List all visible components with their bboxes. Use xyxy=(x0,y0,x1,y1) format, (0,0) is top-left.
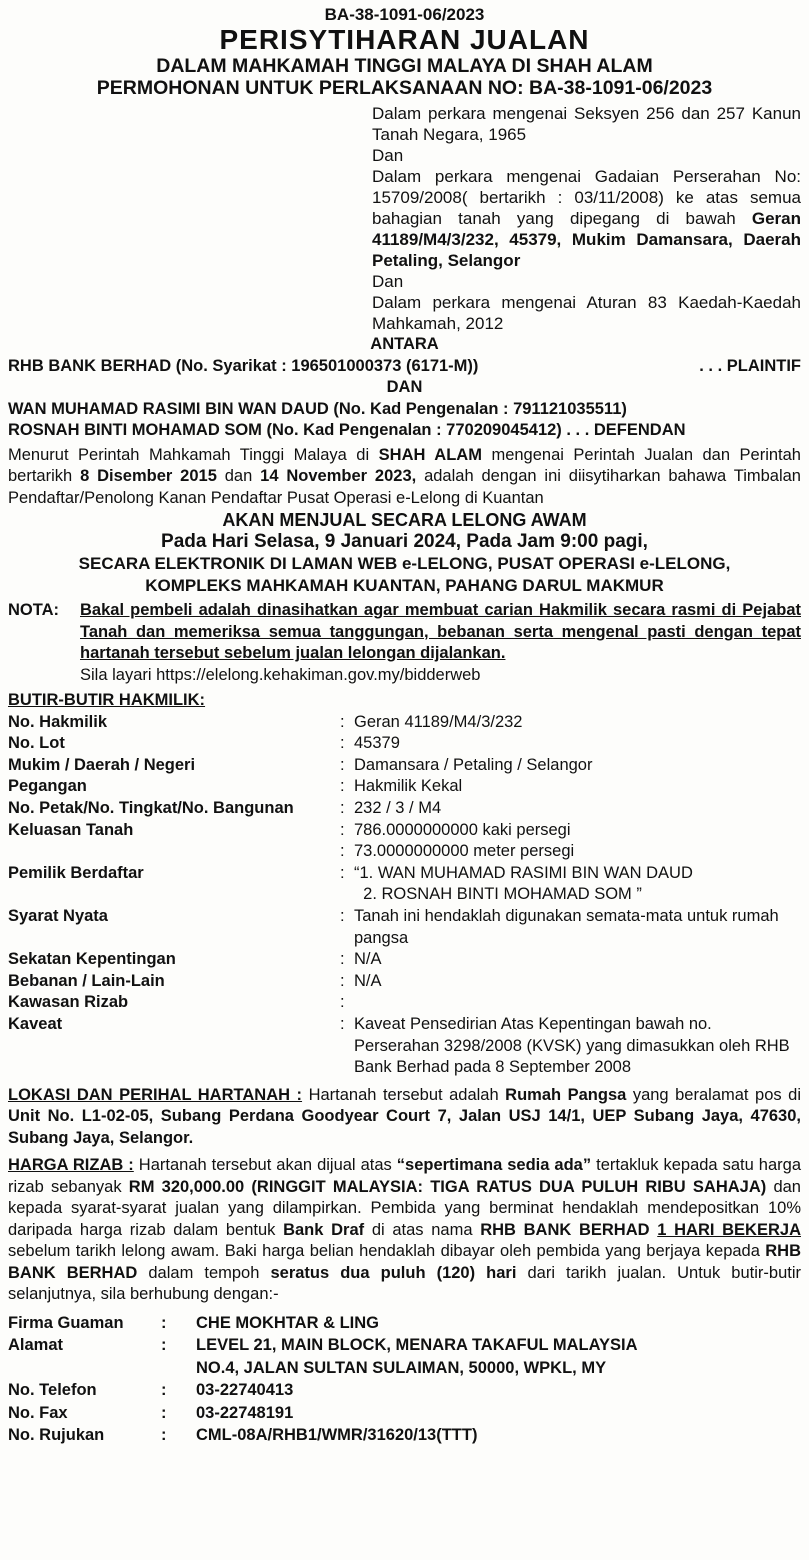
title-detail-value: “1. WAN MUHAMAD RASIMI BIN WAN DAUD xyxy=(354,863,693,882)
reserve-price: RM 320,000.00 (RINGGIT MALAYSIA: TIGA RATUS DUA PULUH RIBU SAHAJA) xyxy=(128,1177,767,1196)
contact-label: Firma Guaman xyxy=(8,1313,124,1332)
contact-value: CHE MOKHTAR & LING xyxy=(196,1313,380,1332)
matter-dan: Dan xyxy=(372,272,404,291)
reserve-balance-period: seratus dua puluh (120) hari xyxy=(270,1263,517,1282)
matter-dan: Dan xyxy=(372,146,404,165)
plaintiff-line xyxy=(8,356,801,378)
title-detail-value: N/A xyxy=(354,971,382,990)
title-detail-value: N/A xyxy=(354,950,382,969)
title-detail-colon: : xyxy=(340,777,345,796)
title-detail-row xyxy=(8,712,801,734)
contact-value: 03-22748191 xyxy=(196,1403,294,1422)
title-detail-row xyxy=(8,1014,801,1079)
title-detail-colon: : xyxy=(340,971,345,990)
reserve-text: sebelum tarikh lelong awam. Baki harga belian hendaklah dibayar oleh pembida yang berjaya kepada xyxy=(8,1242,766,1261)
reserve-label: HARGA RIZAB : xyxy=(8,1156,134,1175)
matter-charge-text: Dalam perkara mengenai Gadaian Perserahan No: 15709/2008( bertarikh : 03/11/2008) ke atas semua bahagian tanah yang dipegang di bawah xyxy=(372,167,801,228)
reserve-text: dalam tempoh xyxy=(137,1263,271,1282)
reserve-condition: “sepertimana sedia ada” xyxy=(396,1156,592,1175)
title-detail-label: No. Petak/No. Tingkat/No. Bangunan xyxy=(8,798,294,817)
nota-block xyxy=(8,600,801,686)
contact-colon xyxy=(161,1357,196,1380)
contact-row xyxy=(8,1402,801,1425)
contact-row xyxy=(8,1357,801,1380)
contact-label: Alamat xyxy=(8,1336,64,1355)
title-detail-row xyxy=(8,992,801,1014)
reserve-text: dan kepada syarat-syarat jualan yang dilampirkan. Pembida yang berminat hendaklah mendepositkan 10% daripada harga rizab dalam bentuk xyxy=(8,1177,801,1239)
contact-label: No. Rujukan xyxy=(8,1426,105,1445)
title-detail-row xyxy=(8,971,801,993)
title-detail-row xyxy=(8,755,801,777)
location-label: LOKASI DAN PERIHAL HARTANAH : xyxy=(8,1085,303,1104)
title-detail-row xyxy=(8,884,801,906)
contact-label: No. Telefon xyxy=(8,1381,97,1400)
plaintiff-name: RHB BANK BERHAD (No. Syarikat : 196501000373 (6171-M)) xyxy=(8,356,479,375)
title-detail-label: Pemilik Berdaftar xyxy=(8,863,144,882)
title-detail-label: Kawasan Rizab xyxy=(8,993,129,1012)
auction-line-1: AKAN MENJUAL SECARA LELONG AWAM xyxy=(222,510,587,530)
reserve-payee: RHB BANK BERHAD xyxy=(8,1242,801,1282)
title-detail-row xyxy=(8,733,801,755)
title-detail-label: Sekatan Kepentingan xyxy=(8,950,176,969)
title-detail-value: Hakmilik Kekal xyxy=(354,777,463,796)
contact-colon: : xyxy=(161,1381,167,1400)
title-detail-row xyxy=(8,798,801,820)
contact-row xyxy=(8,1379,801,1402)
title-details-rows xyxy=(8,712,801,1079)
title-detail-label: No. Lot xyxy=(8,734,65,753)
title-detail-colon: : xyxy=(340,712,345,731)
title-detail-value: 73.0000000000 meter persegi xyxy=(354,842,575,861)
title-detail-value: Tanah ini hendaklah digunakan semata-mata untuk rumah pangsa xyxy=(354,906,784,947)
contact-value: 03-22740413 xyxy=(196,1381,294,1400)
plaintiff-role: . . . PLAINTIF xyxy=(699,356,801,375)
contact-row xyxy=(8,1424,801,1447)
auction-date: Pada Hari Selasa, 9 Januari 2024, Pada Jam 9:00 pagi, xyxy=(161,531,648,552)
auction-line-4: KOMPLEKS MAHKAMAH KUANTAN, PAHANG DARUL MAKMUR xyxy=(145,576,664,595)
contact-value: CML-08A/RHB1/WMR/31620/13(TTT) xyxy=(196,1426,478,1445)
title-detail-value: Kaveat Pensedirian Atas Kepentingan bawah no. Perserahan 3298/2008 (KVSK) yang dimasukkan oleh RHB Bank Berhad pada 8 September 2008 xyxy=(354,1014,795,1077)
matter-charge-title: Geran 41189/M4/3/232, 45379, Mukim Damansara, Daerah Petaling, Selangor xyxy=(372,209,801,270)
reserve-payment-form: Bank Draf xyxy=(283,1220,365,1239)
title-detail-colon: : xyxy=(340,993,345,1012)
title-detail-colon: : xyxy=(340,842,345,861)
nota-body xyxy=(80,600,801,686)
title-detail-label: Bebanan / Lain-Lain xyxy=(8,971,165,990)
order-date-1: 8 Disember 2015 xyxy=(80,467,217,485)
dan-label: DAN xyxy=(386,378,423,396)
contact-row xyxy=(8,1334,801,1357)
title-detail-row xyxy=(8,863,801,885)
title-detail-value: 232 / 3 / M4 xyxy=(354,798,442,817)
order-text: dan xyxy=(216,467,261,485)
title-detail-colon xyxy=(340,884,354,906)
nota-label: NOTA: xyxy=(8,601,60,619)
location-text: yang beralamat pos di xyxy=(626,1085,801,1104)
case-reference: BA-38-1091-06/2023 xyxy=(324,5,485,24)
title-detail-row xyxy=(8,949,801,971)
title-detail-value: 45379 xyxy=(354,734,400,753)
document-title: PERISYTIHARAN JUALAN xyxy=(219,24,590,55)
contact-colon: : xyxy=(161,1426,167,1445)
defendant-2: ROSNAH BINTI MOHAMAD SOM (No. Kad Pengenalan : 770209045412) . . . DEFENDAN xyxy=(8,421,686,439)
title-detail-value: 786.0000000000 kaki persegi xyxy=(354,820,571,839)
title-detail-colon: : xyxy=(340,820,345,839)
contact-value: LEVEL 21, MAIN BLOCK, MENARA TAKAFUL MALAYSIA xyxy=(196,1336,638,1355)
auction-line-3: SECARA ELEKTRONIK DI LAMAN WEB e-LELONG, PUSAT OPERASI e-LELONG, xyxy=(78,554,731,573)
contact-row xyxy=(8,1312,801,1335)
title-detail-row xyxy=(8,841,801,863)
title-detail-label: Syarat Nyata xyxy=(8,906,108,925)
title-detail-colon: : xyxy=(340,1014,345,1033)
title-detail-colon: : xyxy=(340,950,345,969)
title-details-heading: BUTIR-BUTIR HAKMILIK: xyxy=(8,691,206,709)
contact-label xyxy=(8,1357,161,1380)
title-detail-label xyxy=(8,884,340,906)
contact-value: NO.4, JALAN SULTAN SULAIMAN, 50000, WPKL, MY xyxy=(196,1358,607,1377)
order-text: mengenai Perintah Jualan dan Perintah bertarikh xyxy=(8,445,801,485)
matter-rule: Dalam perkara mengenai Aturan 83 Kaedah-Kaedah Mahkamah, 2012 xyxy=(372,293,801,333)
defendant-1: WAN MUHAMAD RASIMI BIN WAN DAUD (No. Kad Pengenalan : 791121035511) xyxy=(8,399,627,418)
title-detail-label xyxy=(8,841,340,863)
title-detail-value: 2. ROSNAH BINTI MOHAMAD SOM ” xyxy=(354,885,642,904)
title-detail-colon: : xyxy=(340,755,345,774)
title-detail-colon: : xyxy=(340,906,345,925)
order-date-2: 14 November 2023, xyxy=(260,467,417,485)
matter-block xyxy=(372,99,801,334)
location-text: Hartanah tersebut adalah xyxy=(302,1085,506,1104)
matter-charge xyxy=(372,166,801,271)
title-detail-label: Mukim / Daerah / Negeri xyxy=(8,755,196,774)
order-text: adalah dengan ini diisytiharkan bahawa Timbalan Pendaftar/Penolong Kanan Pendaftar Pusat Operasi e-Lelong di Kuantan xyxy=(8,467,801,507)
reserve-text: di atas nama xyxy=(364,1220,481,1239)
nota-warning: Bakal pembeli adalah dinasihatkan agar membuat carian Hakmilik secara rasmi di Pejabat Tanah dan memeriksa semua tanggungan, bebanan serta mengenal pasti dengan tepat hartanah tersebut sebelum jualan lelongan dijalankan. xyxy=(80,601,801,662)
reserve-paragraph xyxy=(8,1155,801,1306)
title-detail-row xyxy=(8,776,801,798)
title-detail-label: Keluasan Tanah xyxy=(8,820,134,839)
reserve-text: Hartanah tersebut akan dijual atas xyxy=(133,1156,397,1175)
title-detail-label: Pegangan xyxy=(8,777,87,796)
title-detail-label: No. Hakmilik xyxy=(8,712,108,731)
court-name: DALAM MAHKAMAH TINGGI MALAYA DI SHAH ALAM xyxy=(156,55,653,77)
reserve-deadline: 1 HARI BEKERJA xyxy=(657,1220,801,1239)
matter-section: Dalam perkara mengenai Seksyen 256 dan 257 Kanun Tanah Negara, 1965 xyxy=(372,104,801,144)
contact-colon: : xyxy=(161,1336,167,1355)
title-detail-label: Kaveat xyxy=(8,1014,63,1033)
property-address: Unit No. L1-02-05, Subang Perdana Goodyear Court 7, Jalan USJ 14/1, UEP Subang Jaya, 47630, Subang Jaya, Selangor. xyxy=(8,1107,801,1147)
contact-details xyxy=(8,1312,801,1447)
contact-colon: : xyxy=(161,1403,167,1422)
contact-colon: : xyxy=(161,1313,167,1332)
title-details xyxy=(8,690,801,1079)
property-type: Rumah Pangsa xyxy=(505,1085,627,1104)
order-court: SHAH ALAM xyxy=(378,445,482,464)
application-number: PERMOHONAN UNTUK PERLAKSANAAN NO: BA-38-1091-06/2023 xyxy=(96,77,713,99)
title-detail-row xyxy=(8,820,801,842)
contact-label: No. Fax xyxy=(8,1403,68,1422)
reserve-text: tertakluk kepada satu harga rizab sebanyak xyxy=(8,1156,801,1196)
title-detail-value xyxy=(354,992,801,1014)
title-detail-row xyxy=(8,906,801,949)
order-paragraph xyxy=(8,445,801,510)
nota-website: Sila layari https://elelong.kehakiman.gov.my/bidderweb xyxy=(80,665,481,684)
reserve-text: dari tarikh jualan. Untuk butir-butir selanjutnya, sila berhubung dengan:- xyxy=(8,1263,801,1304)
title-detail-colon: : xyxy=(340,798,345,817)
title-detail-value: Damansara / Petaling / Selangor xyxy=(354,755,593,774)
antara-label: ANTARA xyxy=(370,335,439,353)
order-text: Menurut Perintah Mahkamah Tinggi Malaya di xyxy=(8,445,379,464)
title-detail-colon: : xyxy=(340,863,345,882)
title-detail-value: Geran 41189/M4/3/232 xyxy=(354,712,523,731)
title-detail-colon: : xyxy=(340,734,345,753)
location-paragraph xyxy=(8,1085,801,1150)
reserve-payee: RHB BANK BERHAD xyxy=(480,1220,650,1239)
